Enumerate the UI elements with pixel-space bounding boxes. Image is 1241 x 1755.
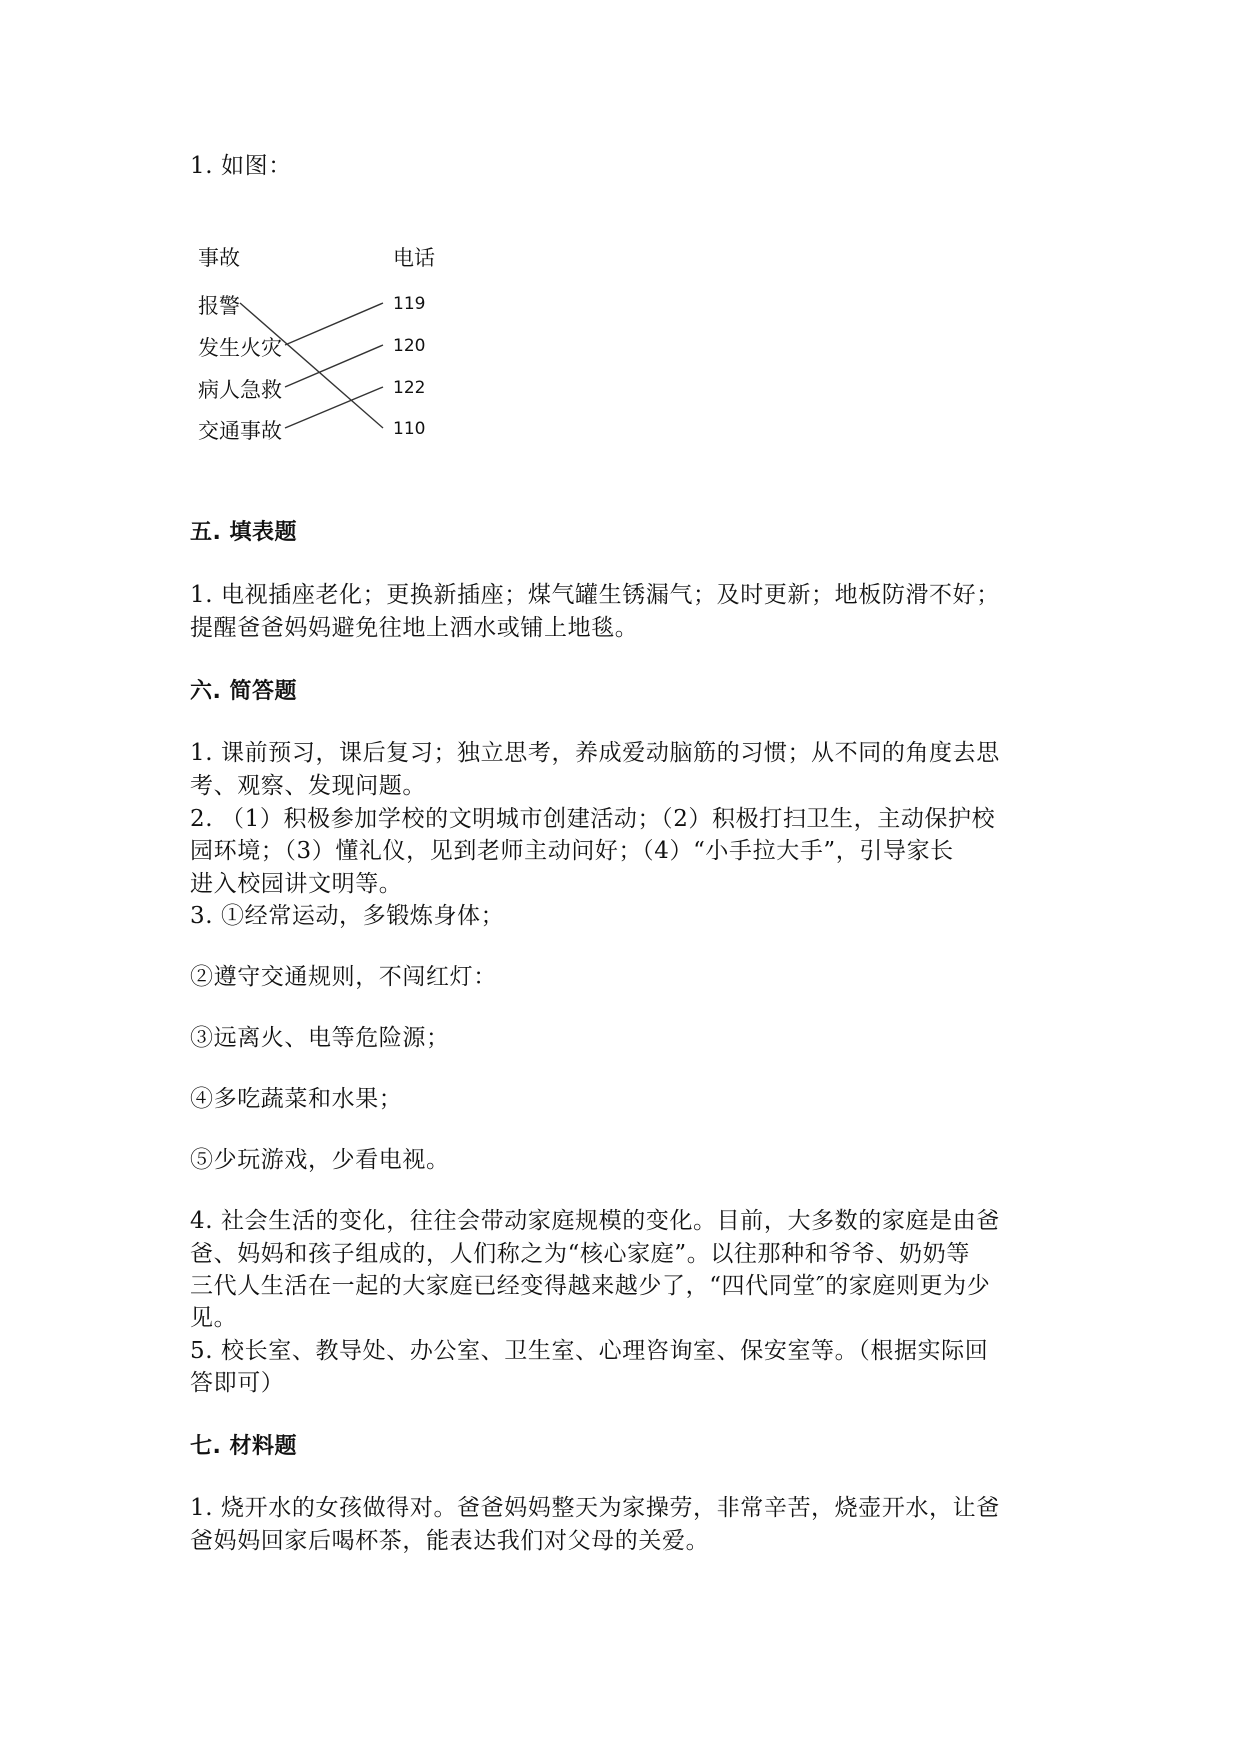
diagram-left-item: 发生火灾 (198, 336, 282, 360)
section-5-answer-1-line: 1. 电视插座老化；更换新插座；煤气罐生锈漏气；及时更新；地板防滑不好； (190, 582, 1000, 608)
diagram-left-item: 交通事故 (198, 419, 282, 443)
diagram-right-item: 122 (393, 378, 426, 398)
section-6-answer-4-line: 三代人生活在一起的大家庭已经变得越来越少了，“四代同堂″的家庭则更为少 (190, 1273, 991, 1299)
section-6-answer-2-line: 2. （1）积极参加学校的文明城市创建活动；（2）积极打扫卫生，主动保护校 (190, 806, 996, 832)
section-7-answer-1-line: 爸妈妈回家后喝杯茶，能表达我们对父母的关爱。 (190, 1528, 710, 1554)
matching-diagram-svg (190, 235, 490, 465)
section-6-answer-4-line: 4. 社会生活的变化，往往会带动家庭规模的变化。目前，大多数的家庭是由爸 (190, 1208, 1000, 1234)
section-6-answer-4-line: 见。 (190, 1305, 238, 1331)
section-6-answer-1-line: 1. 课前预习，课后复习；独立思考，养成爱动脑筋的习惯；从不同的角度去思 (190, 740, 1000, 766)
section-6-answer-3-line: ③远离火、电等危险源； (190, 1025, 450, 1051)
section-6-answer-3-line: ②遵守交通规则，不闯红灯： (190, 964, 497, 990)
connector-line (285, 303, 383, 345)
section-6-answer-5-line: 答即可） (190, 1370, 285, 1396)
connector-line (285, 387, 383, 428)
section-6-answer-3-line: ⑤少玩游戏，少看电视。 (190, 1147, 450, 1173)
section-6-answer-5-line: 5. 校长室、教导处、办公室、卫生室、心理咨询室、保安室等。（根据实际回 (190, 1338, 989, 1364)
connector-lines (240, 303, 383, 428)
section-7-title: 七. 材料题 (190, 1434, 298, 1459)
section-6-answer-1-line: 考、观察、发现问题。 (190, 773, 426, 799)
diagram-left-header: 事故 (198, 246, 240, 270)
question-1-intro: 1. 如图： (190, 153, 292, 179)
matching-diagram (190, 235, 490, 465)
connector-line (240, 303, 383, 428)
diagram-left-item: 报警 (198, 294, 240, 318)
diagram-right-header: 电话 (393, 246, 435, 270)
section-5-answer-1-line: 提醒爸爸妈妈避免往地上洒水或铺上地毯。 (190, 615, 639, 641)
diagram-right-item: 119 (393, 294, 426, 314)
section-6-answer-4-line: 爸、妈妈和孩子组成的，人们称之为“核心家庭”。以往那种和爷爷、奶奶等 (190, 1241, 970, 1267)
section-6-answer-3-line: 3. ①经常运动，多锻炼身体； (190, 903, 505, 929)
section-6-answer-2-line: 园环境；（3）懂礼仪，见到老师主动问好；（4）“小手拉大手”，引导家长 (190, 838, 954, 864)
section-5-title: 五. 填表题 (190, 520, 298, 545)
section-6-answer-3-line: ④多吃蔬菜和水果； (190, 1086, 403, 1112)
connector-line (285, 345, 383, 387)
diagram-left-item: 病人急救 (198, 378, 282, 402)
section-6-answer-2-line: 进入校园讲文明等。 (190, 871, 403, 897)
diagram-right-item: 120 (393, 336, 426, 356)
section-6-title: 六. 简答题 (190, 679, 298, 704)
diagram-right-item: 110 (393, 419, 426, 439)
section-7-answer-1-line: 1. 烧开水的女孩做得对。爸爸妈妈整天为家操劳，非常辛苦，烧壶开水，让爸 (190, 1495, 1000, 1521)
